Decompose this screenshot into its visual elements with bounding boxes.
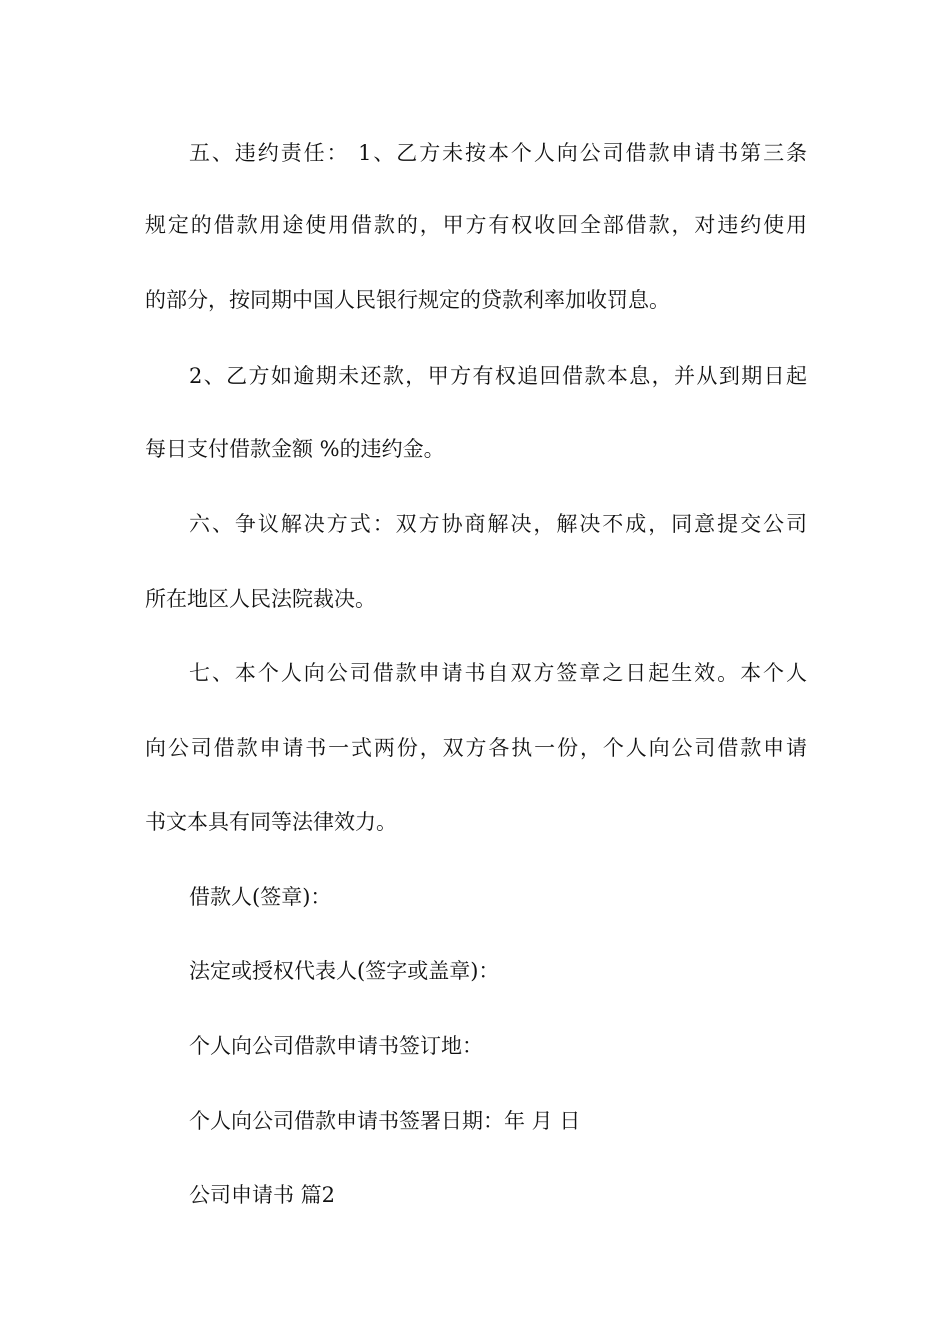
legal-representative-field: 法定或授权代表人(签字或盖章)： [189, 959, 500, 983]
signing-date-field: 个人向公司借款申请书签署日期：年 月 日 [189, 1109, 581, 1133]
clause-6-line-1: 六、争议解决方式：双方协商解决，解决不成，同意提交公司 [189, 512, 807, 536]
clause-6-line-2: 所在地区人民法院裁决。 [145, 587, 376, 611]
clause-5-2-line-2: 每日支付借款金额 %的违约金。 [145, 437, 445, 461]
clause-5-line-2: 规定的借款用途使用借款的，甲方有权收回全部借款，对违约使用 [145, 213, 807, 237]
clause-7-line-2: 向公司借款申请书一式两份，双方各执一份，个人向公司借款申请 [145, 736, 807, 760]
signing-place-field: 个人向公司借款申请书签订地： [189, 1034, 483, 1058]
borrower-signature-field: 借款人(签章)： [189, 885, 332, 909]
clause-7-line-1: 七、本个人向公司借款申请书自双方签章之日起生效。本个人 [189, 661, 807, 685]
section-heading: 公司申请书 篇2 [189, 1183, 336, 1207]
clause-5-line-3: 的部分，按同期中国人民银行规定的贷款利率加收罚息。 [145, 288, 670, 312]
clause-5-line-1: 五、违约责任： 1、乙方未按本个人向公司借款申请书第三条 [189, 141, 807, 165]
clause-5-2-line-1: 2、乙方如逾期未还款，甲方有权追回借款本息，并从到期日起 [189, 364, 807, 388]
clause-7-line-3: 书文本具有同等法律效力。 [145, 810, 397, 834]
